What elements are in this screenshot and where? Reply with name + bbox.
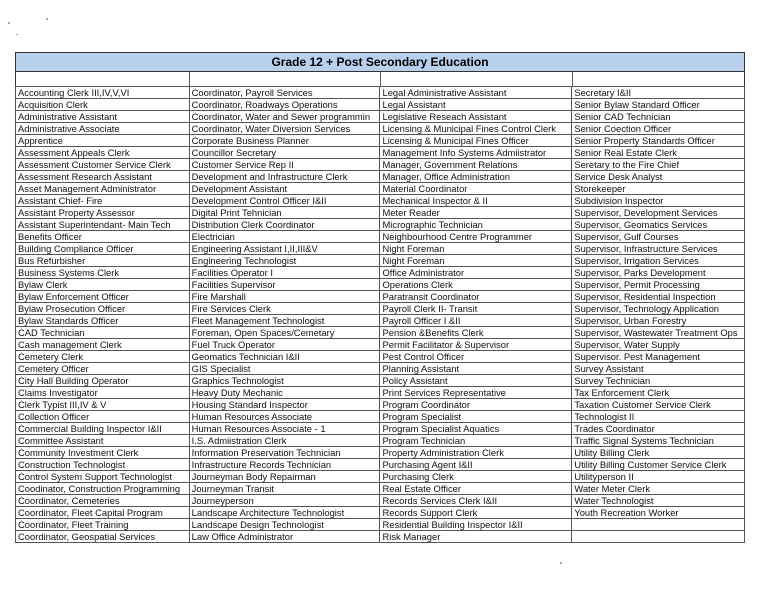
- table-row: [16, 435, 745, 447]
- table-row: [16, 123, 745, 135]
- table-cell: Coordinator, Water and Sewer programmin: [189, 111, 380, 123]
- table-cell: Operations Clerk: [380, 279, 572, 291]
- table-row: [16, 363, 745, 375]
- table-cell: Coordinator, Water Diversion Services: [189, 123, 380, 135]
- table-cell: Tax Enforcement Clerk: [572, 387, 745, 399]
- table-cell: Engineering Assistant I,II,III&V: [189, 243, 380, 255]
- table-cell: Assessment Research Assistant: [16, 171, 190, 183]
- table-cell: Coordinator, Fleet Training: [16, 519, 190, 531]
- table-cell: Infrastructure Records Technician: [189, 459, 380, 471]
- table-cell: Supervisor, Water Supply: [572, 339, 745, 351]
- table-row: [16, 255, 745, 267]
- table-row: [16, 303, 745, 315]
- table-cell: Payroll Clerk II- Transit: [380, 303, 572, 315]
- table-cell: Senior CAD Technician: [572, 111, 745, 123]
- table-row: [16, 411, 745, 423]
- table-cell: Supervisor, Irrigation Services: [572, 255, 745, 267]
- table-cell: Coordinator, Cemeteries: [16, 495, 190, 507]
- table-row: [16, 447, 745, 459]
- table-cell: Bylaw Standards Officer: [16, 315, 190, 327]
- table-cell: Licensing & Municipal Fines Officer: [380, 135, 572, 147]
- table-cell: Foreman, Open Spaces/Cemetary: [189, 327, 380, 339]
- table-row: [16, 219, 745, 231]
- table-cell: Coodinator, Construction Programming: [16, 483, 190, 495]
- table-cell: Program Specialist: [380, 411, 572, 423]
- table-cell: Planning Assistant: [380, 363, 572, 375]
- table-cell: Pension &Benefits Clerk: [380, 327, 572, 339]
- table-cell: Survey Assistant: [572, 363, 745, 375]
- table-cell: Micrographic Technician: [380, 219, 572, 231]
- table-row: [16, 279, 745, 291]
- blank-cell: [190, 72, 381, 86]
- blank-cell: [573, 72, 746, 86]
- table-cell: Electrician: [189, 231, 380, 243]
- table-cell: Night Foreman: [380, 255, 572, 267]
- table-cell: Supervisor, Gulf Courses: [572, 231, 745, 243]
- table-cell: Assessment Customer Service Clerk: [16, 159, 190, 171]
- table-cell: Human Resources Associate: [189, 411, 380, 423]
- table-cell: Utilityperson II: [572, 471, 745, 483]
- table-row: [16, 399, 745, 411]
- table-cell: Bylaw Enforcement Officer: [16, 291, 190, 303]
- table-cell: Information Preservation Technician: [189, 447, 380, 459]
- scan-speck: [16, 34, 18, 35]
- table-cell: Office Administrator: [380, 267, 572, 279]
- table-cell: Policy Assistant: [380, 375, 572, 387]
- table-cell: Program Technician: [380, 435, 572, 447]
- table-cell: Housing Standard Inspector: [189, 399, 380, 411]
- table-cell: Assistant Chief- Fire: [16, 195, 190, 207]
- table-row: [16, 159, 745, 171]
- table-row: [16, 99, 745, 111]
- table-cell: Purchasing Agent I&II: [380, 459, 572, 471]
- table-cell: Licensing & Municipal Fines Control Clerk: [380, 123, 572, 135]
- job-title-table-body: [16, 87, 745, 543]
- table-cell: Administrative Assistant: [16, 111, 190, 123]
- table-cell: Administrative Associate: [16, 123, 190, 135]
- table-cell: Facilities Operator I: [189, 267, 380, 279]
- table-cell: Assistant Superintendant- Main Tech: [16, 219, 190, 231]
- table-cell: Subdivision Inspector: [572, 195, 745, 207]
- table-row: [16, 135, 745, 147]
- table-cell: Law Office Administrator: [189, 531, 380, 543]
- table-cell: Records Services Clerk I&II: [380, 495, 572, 507]
- table-cell: Senior Real Estate Clerk: [572, 147, 745, 159]
- table-cell: Residential Building Inspector I&II: [380, 519, 572, 531]
- table-cell: Journeyman Transit: [189, 483, 380, 495]
- table-row: [16, 207, 745, 219]
- table-cell: Bylaw Prosecution Officer: [16, 303, 190, 315]
- table-cell: Manager, Office Administration: [380, 171, 572, 183]
- table-cell: Control System Support Technologist: [16, 471, 190, 483]
- table-cell: Management Info Systems Admiistrator: [380, 147, 572, 159]
- table-row: [16, 495, 745, 507]
- table-cell: Records Support Clerk: [380, 507, 572, 519]
- table-cell: Asset Management Administrator: [16, 183, 190, 195]
- table-cell: Supervisor, Residential Inspection: [572, 291, 745, 303]
- table-cell: Assistant Property Assessor: [16, 207, 190, 219]
- table-cell: Benefits Officer: [16, 231, 190, 243]
- table-cell: Journeyman Body Repairman: [189, 471, 380, 483]
- table-row: [16, 483, 745, 495]
- table-cell: Acquisition Clerk: [16, 99, 190, 111]
- table-cell: [572, 531, 745, 543]
- table-cell: Supervisor, Permit Processing: [572, 279, 745, 291]
- table-cell: Building Compliance Officer: [16, 243, 190, 255]
- table-cell: Service Desk Analyst: [572, 171, 745, 183]
- table-cell: Supervisor, Development Services: [572, 207, 745, 219]
- table-cell: Neighbourhood Centre Programmer: [380, 231, 572, 243]
- table-cell: Business Systems Clerk: [16, 267, 190, 279]
- table-cell: Real Estate Officer: [380, 483, 572, 495]
- table-row: [16, 327, 745, 339]
- table-cell: Supervisor, Geomatics Services: [572, 219, 745, 231]
- job-title-table: [15, 86, 745, 543]
- table-cell: Coordinator, Geospatial Services: [16, 531, 190, 543]
- table-cell: [572, 519, 745, 531]
- table-cell: Print Services Representative: [380, 387, 572, 399]
- table-row: [16, 507, 745, 519]
- table-row: [16, 291, 745, 303]
- table-cell: Landscape Architecture Technologist: [189, 507, 380, 519]
- table-cell: Commercial Building Inspector I&II: [16, 423, 190, 435]
- scan-speck: [560, 562, 562, 564]
- table-cell: Fire Marshall: [189, 291, 380, 303]
- table-row: [16, 267, 745, 279]
- spreadsheet: [15, 52, 745, 543]
- table-cell: Cemetery Officer: [16, 363, 190, 375]
- table-cell: GIS Specialist: [189, 363, 380, 375]
- table-cell: Digital Print Tehnician: [189, 207, 380, 219]
- table-cell: Material Coordinator: [380, 183, 572, 195]
- table-cell: Manager, Government Relations: [380, 159, 572, 171]
- table-row: [16, 195, 745, 207]
- table-cell: Development Assistant: [189, 183, 380, 195]
- table-cell: Assessment Appeals Clerk: [16, 147, 190, 159]
- table-cell: Fleet Management Technologist: [189, 315, 380, 327]
- table-row: [16, 423, 745, 435]
- table-cell: Bylaw Clerk: [16, 279, 190, 291]
- table-cell: Supervisor, Infrastructure Services: [572, 243, 745, 255]
- table-cell: Journeyperson: [189, 495, 380, 507]
- table-cell: Development and Infrastructure Clerk: [189, 171, 380, 183]
- table-cell: Committee Assistant: [16, 435, 190, 447]
- table-cell: Cemetery Clerk: [16, 351, 190, 363]
- table-cell: Night Foreman: [380, 243, 572, 255]
- table-cell: Human Resources Associate - 1: [189, 423, 380, 435]
- table-row: [16, 243, 745, 255]
- table-row: [16, 387, 745, 399]
- table-cell: Coordinator, Fleet Capital Program: [16, 507, 190, 519]
- table-cell: Heavy Duty Mechanic: [189, 387, 380, 399]
- table-cell: Fire Services Clerk: [189, 303, 380, 315]
- table-cell: CAD Technician: [16, 327, 190, 339]
- table-cell: Taxation Customer Service Clerk: [572, 399, 745, 411]
- table-cell: Purchasing Clerk: [380, 471, 572, 483]
- table-row: [16, 183, 745, 195]
- table-cell: Bus Refurbisher: [16, 255, 190, 267]
- scan-speck: [8, 22, 10, 24]
- table-cell: Accounting Clerk III,IV,V,VI: [16, 87, 190, 99]
- table-cell: Graphics Technologist: [189, 375, 380, 387]
- table-cell: Traffic Signal Systems Technician: [572, 435, 745, 447]
- blank-cell: [16, 72, 190, 86]
- table-cell: Engineering Technologist: [189, 255, 380, 267]
- table-cell: Collection Officer: [16, 411, 190, 423]
- table-row: [16, 231, 745, 243]
- table-cell: Distribution Clerk Coordinator: [189, 219, 380, 231]
- table-cell: Payroll Officer I &II: [380, 315, 572, 327]
- table-cell: Paratransit Coordinator: [380, 291, 572, 303]
- table-cell: Councillor Secretary: [189, 147, 380, 159]
- table-row: [16, 339, 745, 351]
- table-cell: Mechanical Inspector & II: [380, 195, 572, 207]
- table-cell: Claims Investigator: [16, 387, 190, 399]
- scan-speck: [46, 18, 48, 20]
- table-row: [16, 171, 745, 183]
- table-cell: Legislative Reseach Assistant: [380, 111, 572, 123]
- table-cell: Meter Reader: [380, 207, 572, 219]
- table-cell: Legal Assistant: [380, 99, 572, 111]
- table-cell: Supervisor, Parks Development: [572, 267, 745, 279]
- table-cell: Community Investment Clerk: [16, 447, 190, 459]
- table-row: [16, 315, 745, 327]
- table-cell: Clerk Typist III,IV & V: [16, 399, 190, 411]
- table-cell: Cash management Clerk: [16, 339, 190, 351]
- table-cell: Senior Property Standards Officer: [572, 135, 745, 147]
- table-cell: Program Specialist Aquatics: [380, 423, 572, 435]
- table-cell: Property Administration Clerk: [380, 447, 572, 459]
- table-cell: Survey Technician: [572, 375, 745, 387]
- table-cell: Fuel Truck Operator: [189, 339, 380, 351]
- table-row: [16, 471, 745, 483]
- table-cell: Legal Administrative Assistant: [380, 87, 572, 99]
- table-cell: Water Technologist: [572, 495, 745, 507]
- blank-cell: [381, 72, 573, 86]
- table-row: [16, 531, 745, 543]
- table-cell: Water Meter Clerk: [572, 483, 745, 495]
- table-cell: Utility Billing Customer Service Clerk: [572, 459, 745, 471]
- table-cell: Program Coordinator: [380, 399, 572, 411]
- table-cell: Risk Manager: [380, 531, 572, 543]
- table-cell: Pest Control Officer: [380, 351, 572, 363]
- table-cell: Apprentice: [16, 135, 190, 147]
- table-cell: Supervisor, Wastewater Treatment Ops: [572, 327, 745, 339]
- table-cell: Corporate Business Planner: [189, 135, 380, 147]
- table-cell: Technologist II: [572, 411, 745, 423]
- blank-row: [15, 71, 745, 86]
- sheet-title: Grade 12 + Post Secondary Education: [15, 52, 745, 71]
- table-cell: Coordinator, Payroll Services: [189, 87, 380, 99]
- table-cell: Youth Recreation Worker: [572, 507, 745, 519]
- table-row: [16, 459, 745, 471]
- table-cell: Construction Technologist: [16, 459, 190, 471]
- table-cell: Coordinator, Roadways Operations: [189, 99, 380, 111]
- table-row: [16, 375, 745, 387]
- table-cell: Development Control Officer I&II: [189, 195, 380, 207]
- table-cell: Landscape Design Technologist: [189, 519, 380, 531]
- table-cell: Senior Bylaw Standard Officer: [572, 99, 745, 111]
- table-cell: I.S. Admiistration Clerk: [189, 435, 380, 447]
- table-cell: Supervisor, Urban Forestry: [572, 315, 745, 327]
- table-cell: Trades Coordinator: [572, 423, 745, 435]
- table-cell: City Hall Building Operator: [16, 375, 190, 387]
- table-cell: Customer Service Rep II: [189, 159, 380, 171]
- table-cell: Supervisor, Technology Application: [572, 303, 745, 315]
- table-cell: Secretary I&II: [572, 87, 745, 99]
- table-cell: Facilities Supervisor: [189, 279, 380, 291]
- table-row: [16, 351, 745, 363]
- table-cell: Permit Facilitator & Supervisor: [380, 339, 572, 351]
- table-cell: Utility Billing Clerk: [572, 447, 745, 459]
- table-row: [16, 147, 745, 159]
- table-cell: Geomatics Technician I&II: [189, 351, 380, 363]
- table-row: [16, 87, 745, 99]
- table-row: [16, 111, 745, 123]
- table-cell: Storekeeper: [572, 183, 745, 195]
- table-cell: Senior Coection Officer: [572, 123, 745, 135]
- table-cell: Seretary to the Fire Chief: [572, 159, 745, 171]
- table-row: [16, 519, 745, 531]
- table-cell: Supervisor. Pest Management: [572, 351, 745, 363]
